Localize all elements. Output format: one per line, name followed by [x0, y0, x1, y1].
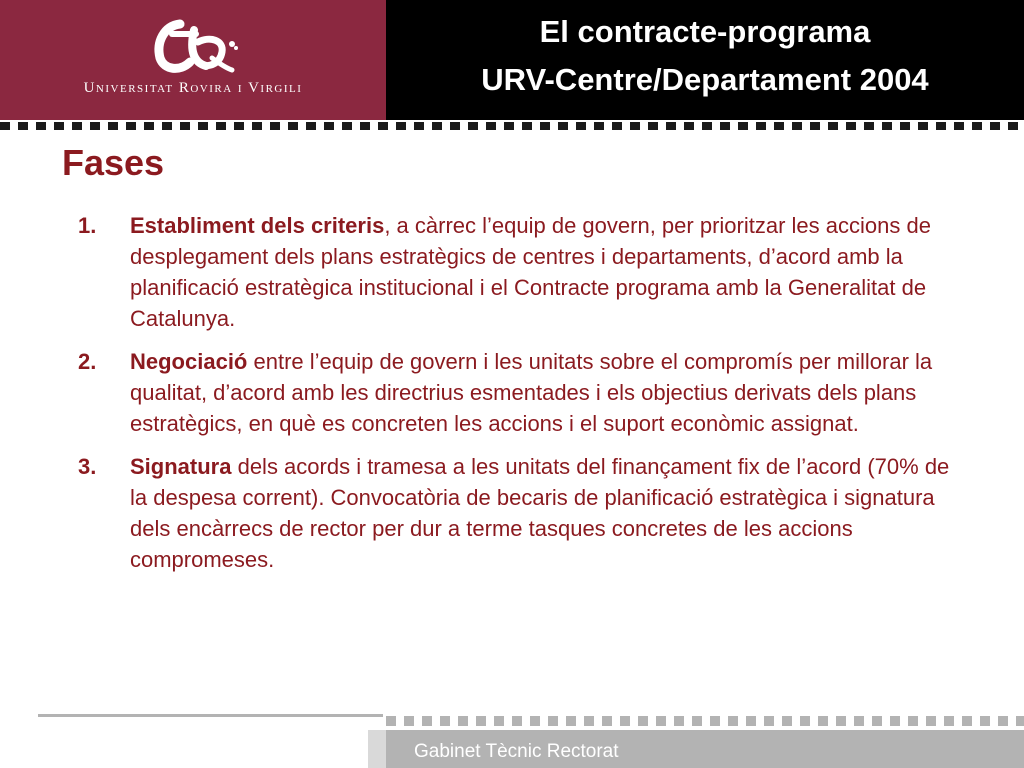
slide-title-line1: El contracte-programa [539, 14, 871, 49]
phase-list [78, 210, 958, 587]
footer-dash-divider [386, 716, 1024, 726]
slide-header [0, 0, 1024, 120]
phase-item [78, 451, 958, 575]
phase-number: 3. [78, 454, 97, 479]
phase-item [78, 210, 958, 334]
phase-term: Establiment dels criteris [130, 213, 385, 238]
slide-title-line2: URV-Centre/Departament 2004 [481, 62, 929, 97]
phase-item [78, 346, 958, 439]
phase-text: , a càrrec l’equip de govern, per prioritzar les accions de desplegament dels plans estratègics de centres i departaments, d’acord amb la planificació estratègica institucional i el Contracte programa amb la Generalitat de Catalunya. [130, 213, 931, 331]
urv-logo-icon [150, 14, 240, 76]
footer-bar [386, 730, 1024, 768]
header-dash-divider [0, 120, 1024, 132]
phase-number: 1. [78, 213, 97, 238]
footer-label: Gabinet Tècnic Rectorat [414, 741, 619, 762]
phase-term: Negociació [130, 349, 248, 374]
brand-panel [0, 0, 386, 120]
university-name: Universitat Rovira i Virgili [83, 80, 303, 96]
footer-divider-line [38, 714, 383, 717]
phase-text: dels acords i tramesa a les unitats del finançament fix de l’acord (70% de la despesa corrent). Convocatòria de becaris de planificació estratègica i signatura dels encàrrecs de rector per dur a terme tasques concretes de les accions compromeses. [130, 454, 950, 572]
phase-number: 2. [78, 349, 97, 374]
section-title: Fases [62, 142, 165, 183]
phase-text: entre l’equip de govern i les unitats sobre el compromís per millorar la qualitat, d’acord amb les directrius esmentades i els objectius derivats dels plans estratègics, en què es concreten les accions i el suport econòmic assignat. [130, 349, 933, 436]
phase-term: Signatura [130, 454, 232, 479]
